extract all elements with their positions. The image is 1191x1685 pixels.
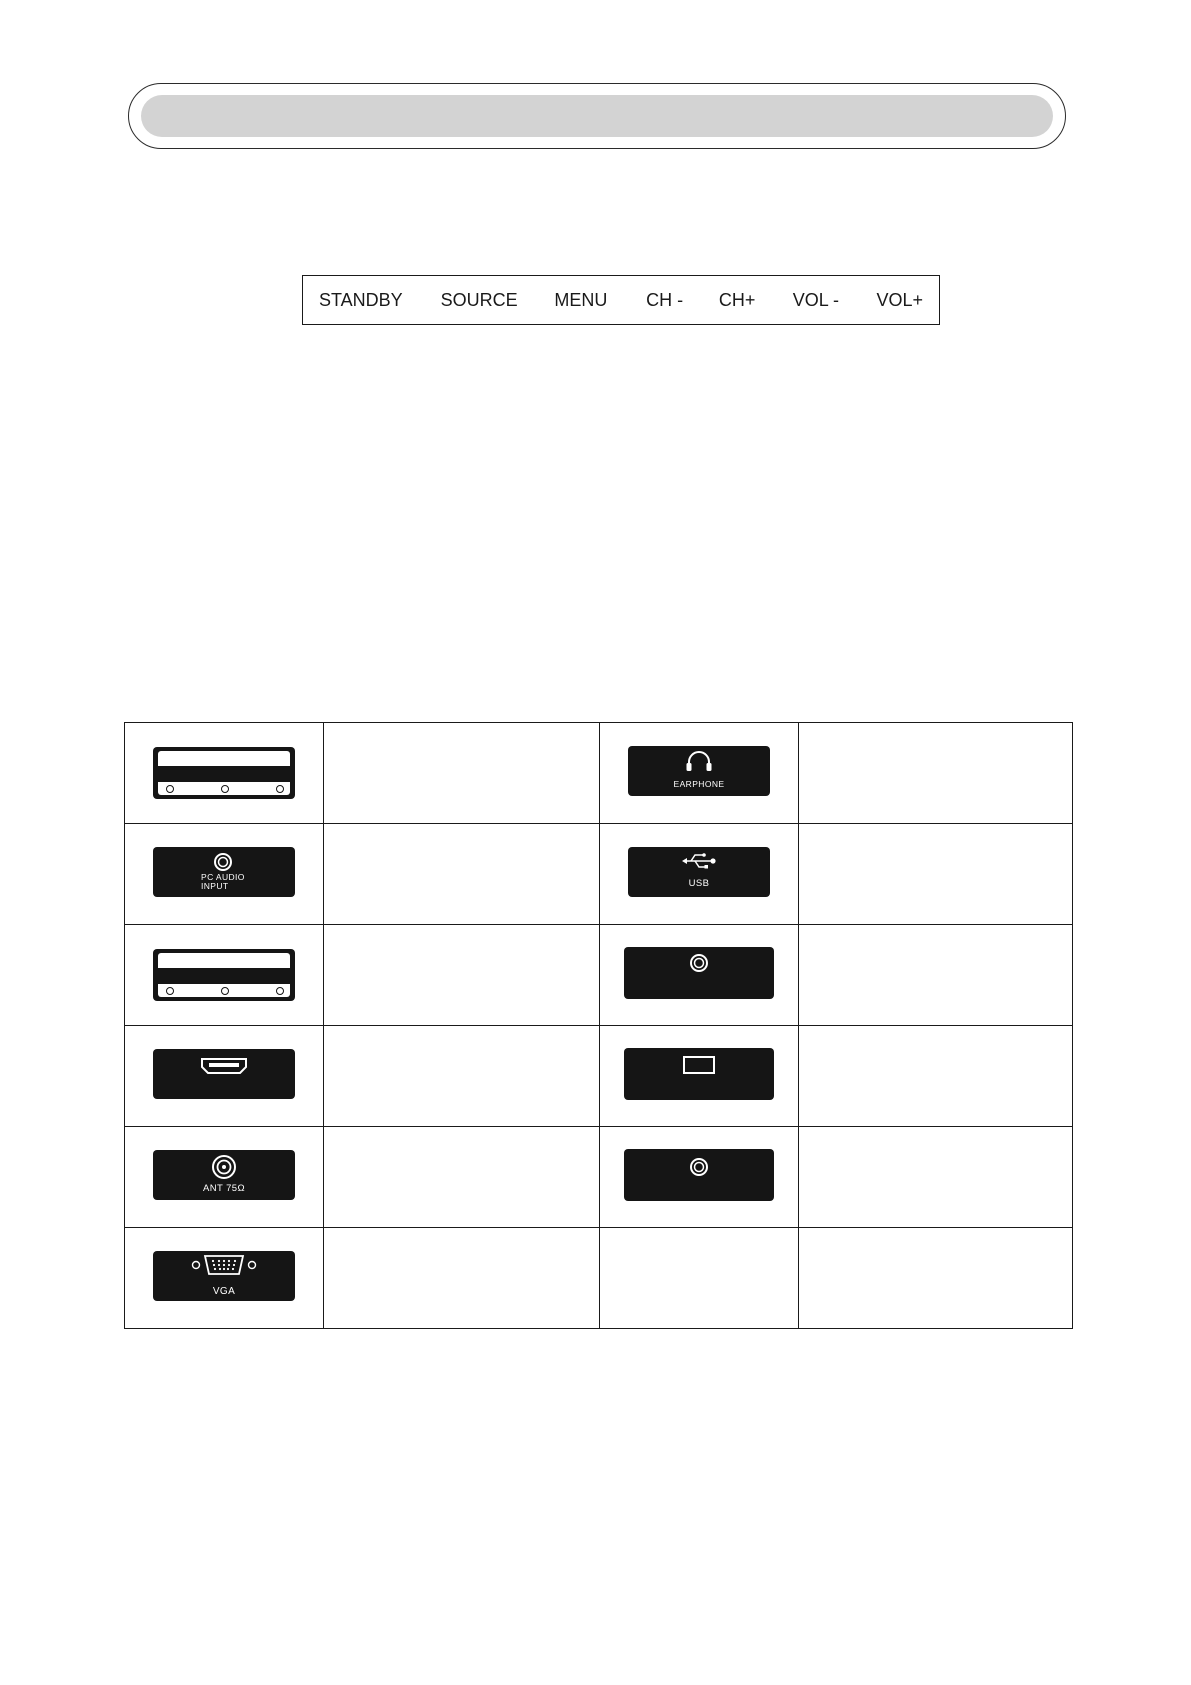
channel-down-button-label: CH -: [646, 289, 684, 310]
coaxial-jack-icon: [689, 953, 709, 973]
connector-description-cell: [799, 824, 1073, 925]
volume-down-button-label: VOL -: [792, 289, 840, 310]
connector-image-cell: [600, 1127, 799, 1228]
antenna-port-plate: [153, 1150, 295, 1200]
round-jack-icon: [689, 1157, 709, 1177]
vga-port-icon: [191, 1254, 257, 1276]
rf-antenna-jack-icon: [210, 1153, 238, 1181]
round-jack-plate: [624, 1149, 774, 1201]
connector-image-cell: [125, 1228, 324, 1329]
usb-port-plate: [628, 847, 770, 897]
connector-image-cell: [125, 723, 324, 824]
connector-description-cell: [799, 1228, 1073, 1329]
vga-label: VGA: [212, 1285, 236, 1297]
connector-image-cell: [125, 925, 324, 1026]
connector-description-cell: [324, 824, 600, 925]
section-header-bar: [141, 95, 1053, 137]
menu-button-label: MENU: [554, 289, 608, 310]
usb-label: USB: [688, 877, 710, 889]
rectangular-port-icon: [682, 1055, 716, 1075]
channel-up-button-label: CH+: [718, 289, 756, 310]
connector-description-cell: [799, 1026, 1073, 1127]
pc-audio-input-label: INPUT: [201, 880, 229, 891]
table-row: [125, 1228, 1073, 1329]
connector-table: [124, 722, 1073, 1329]
connector-image-cell: [600, 925, 799, 1026]
connector-image-cell: [600, 1026, 799, 1127]
table-row: [125, 925, 1073, 1026]
antenna-label: ANT 75Ω: [203, 1182, 245, 1194]
hdmi-port-icon: [200, 1057, 248, 1075]
av-input-icon: [153, 949, 295, 1001]
connector-description-cell: [324, 1127, 600, 1228]
connector-image-cell: [125, 1127, 324, 1228]
pc-audio-label: PC AUDIO: [201, 871, 245, 882]
connector-description-cell: [324, 1026, 600, 1127]
earphone-port-plate: [628, 746, 770, 796]
earphone-label: EARPHONE: [673, 778, 725, 789]
usb-symbol-icon: [681, 852, 717, 870]
connector-description-cell: [799, 1127, 1073, 1228]
connector-image-cell: [600, 723, 799, 824]
table-row: [125, 723, 1073, 824]
connector-description-cell: [324, 723, 600, 824]
connector-description-cell: [324, 925, 600, 1026]
connector-description-cell: [324, 1228, 600, 1329]
rectangular-port-plate: [624, 1048, 774, 1100]
volume-up-button-label: VOL+: [876, 289, 923, 310]
connector-description-cell: [799, 723, 1073, 824]
connector-image-cell: [600, 824, 799, 925]
headphones-icon: [684, 750, 714, 772]
component-input-icon: [153, 747, 295, 799]
standby-button-label: STANDBY: [319, 289, 403, 310]
pc-audio-input-plate: [153, 847, 295, 897]
connector-image-cell: [600, 1228, 799, 1329]
table-row: [125, 824, 1073, 925]
vga-port-plate: [153, 1251, 295, 1301]
audio-jack-icon: [213, 852, 233, 872]
table-row: [125, 1026, 1073, 1127]
section-header-frame: [128, 83, 1066, 149]
connector-description-cell: [799, 925, 1073, 1026]
table-row: [125, 1127, 1073, 1228]
source-button-label: SOURCE: [440, 289, 518, 310]
connector-image-cell: [125, 1026, 324, 1127]
hdmi-port-plate: [153, 1049, 295, 1099]
coaxial-port-plate: [624, 947, 774, 999]
control-button-strip: [302, 275, 940, 325]
connector-image-cell: [125, 824, 324, 925]
